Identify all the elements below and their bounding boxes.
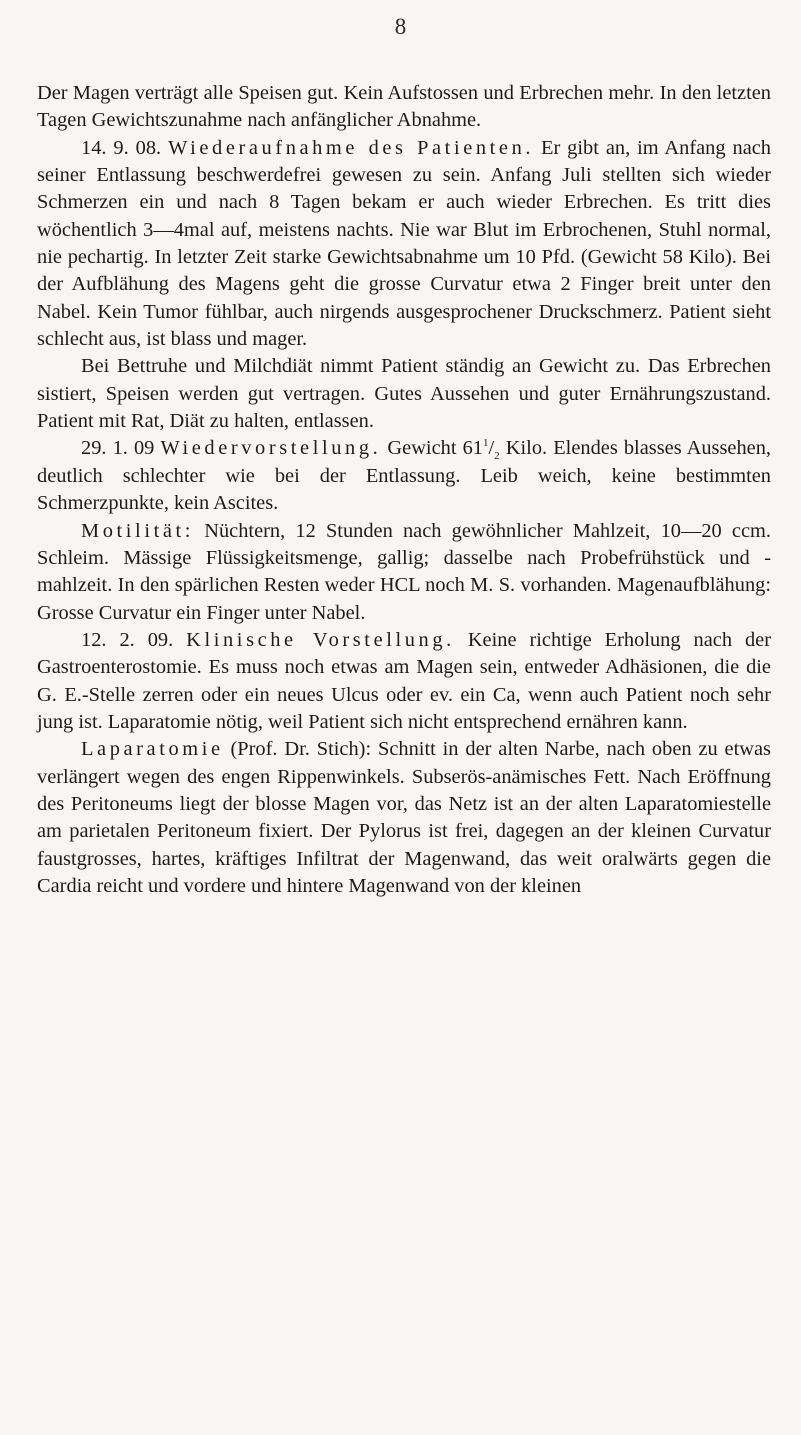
paragraph-text: Gewicht 61 <box>387 437 483 460</box>
paragraph-text: Keine richtige Erholung nach der Gastroenterostomie. Es muss noch etwas am Magen sein, entweder Adhäsionen, die die G. E.-Stelle zerren oder ein neues Ulcus oder ev. ein Ca, wenn auch Patient noch sehr jung ist. Laparatomie nötig, weil Patient sich nicht entsprechend ernähren kann. <box>37 628 772 733</box>
paragraph-text: Er gibt an, im Anfang nach seiner Entlassung beschwerdefrei gewesen zu sein. Anfang Juli stellten sich wieder Schmerzen ein und nach 8 Tagen bekam er auch wieder Erbrechen. Es tritt dies wöchentlich 3—4mal auf, meistens nachts. Nie war Blut im Erbrochenen, Stuhl normal, nie pechartig. In letzter Zeit starke Gewichtsabnahme um 10 Pfd. (Gewicht 58 Kilo). Bei der Aufblähung des Magens geht die grosse Curvatur etwa 2 Finger breit unter den Nabel. Kein Tumor fühlbar, auch nirgends ausgesprochener Druckschmerz. Patient sieht schlecht aus, ist blass und mager. <box>37 136 771 351</box>
page-number: 8 <box>394 14 407 39</box>
entry-date: 14. 9. 08. <box>81 136 162 159</box>
document-body <box>37 80 771 900</box>
paragraph-readmission <box>37 135 771 354</box>
paragraph-motility <box>37 518 771 627</box>
entry-date: 12. 2. 09. <box>81 628 174 651</box>
fraction-denominator: 2 <box>494 450 500 463</box>
paragraph-stomach-recovery <box>37 80 771 135</box>
section-heading: Laparatomie <box>81 738 224 761</box>
section-heading: Wiedervorstellung. <box>160 437 382 460</box>
section-heading: Motilität: <box>81 519 195 542</box>
section-heading: Wiederaufnahme des Patienten. <box>168 136 535 159</box>
paragraph-text: (Prof. Dr. Stich): Schnitt in der alten Narbe, nach oben zu etwas verlängert wegen des engen Rippenwinkels. Subserös-anämisches Fett. Nach Eröffnung des Peritoneums liegt der blosse Magen vor, das Netz ist an der alten Laparatomiestelle am parietalen Peritoneum fixiert. Der Pylorus ist frei, dagegen an der kleinen Curvatur faustgrosses, hartes, kräftiges Infiltrat der Magenwand, das weit oralwärts gegen die Cardia reicht und vordere und hintere Magenwand von der kleinen <box>37 738 771 897</box>
entry-date: 29. 1. 09 <box>81 437 155 460</box>
paragraph-clinical-presentation <box>37 627 771 736</box>
paragraph-text: Der Magen verträgt alle Speisen gut. Kein Aufstossen und Erbrechen mehr. In den letzten Tagen Gewichtszunahme nach anfänglicher Abnahme. <box>37 82 771 132</box>
paragraph-text: Nüchtern, 12 Stunden nach gewöhnlicher Mahlzeit, 10—20 ccm. Schleim. Mässige Flüssigkeitsmenge, gallig; dasselbe nach Probefrühstück und -mahlzeit. In den spärlichen Resten weder HCL noch M. S. vorhanden. Magenaufblähung: Grosse Curvatur ein Finger unter Nabel. <box>37 519 771 624</box>
paragraph-laparotomy <box>37 736 771 900</box>
paragraph-text: Kilo. Elendes blasses Aussehen, deutlich schlechter wie bei der Entlassung. Leib weich, keine bestimmten Schmerzpunkte, kein Ascites. <box>37 437 771 515</box>
paragraph-re-presentation: 29. 1. 09 Wiedervorstellung. Gewicht $61^1/_2$ Kilo. Elendes blasses Aussehen, deutlich schlechter wie bei der Entlassung. Leib weich, keine bestimmten Schmerzpunkte, kein Ascites. <box>37 437 771 515</box>
paragraph-bedrest <box>37 353 771 435</box>
fraction-numerator: 1 <box>483 437 489 450</box>
paragraph-text: Bei Bettruhe und Milchdiät nimmt Patient ständig an Gewicht zu. Das Erbrechen sistiert, Speisen werden gut vertragen. Gutes Aussehen und guter Ernährungszustand. Patient mit Rat, Diät zu halten, entlassen. <box>37 355 771 433</box>
section-heading: Klinische Vorstellung. <box>186 628 455 651</box>
